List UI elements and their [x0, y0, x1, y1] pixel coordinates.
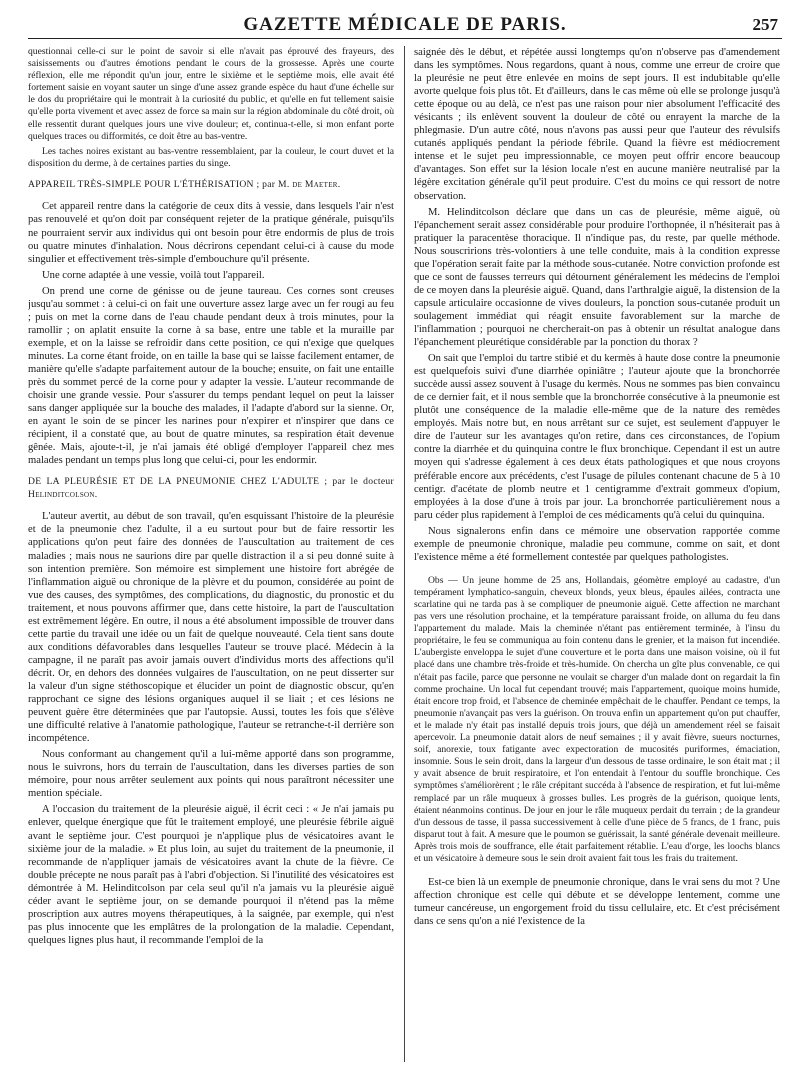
paragraph: L'auteur avertit, au début de son travail, qu'en esquissant l'histoire de la pleurésie et de la pneumonie chez l'adulte, il a eu surtout pour but de faire ressortir les applications qu'on peut faire des données de l'auscultation au traitement de ces maladies ; mais nous ne saurions dire par quelle distraction il a si peu donné suite à son intention première. Son mémoire est simplement une histoire fort abrégée de l'inflammation aiguë ou chronique de la plèvre et du poumon, considérée au point de vue des causes, des symptômes, des complications, du diagnostic, du pronostic et du traitement, et nous pouvons affirmer que, dans cette histoire, la part de l'auscultation est extrêmement légère. En outre, il nous a été absolument impossible de trouver dans cette partie du travail une idée ou un fait de quelque nouveauté. Cela tient sans doute aux conditions défavorables dans lesquelles l'auteur se trouve placé. Médecin à la campagne, il ne paraît pas avoir jamais ouvert d'individus morts des affections qu'il décrit. Or, en dehors des données vulgaires de l'auscultation, on ne peut disserter sur la valeur d'un signe stéthoscopique et élucider un point de diagnostic obscur, qu'en rapprochant ce signe des lésions organiques auquel il se liait ; et ces lésions ne peuvent guère être déterminées que par l'autopsie. Aussi, toutes les fois que s'élève une difficulté relative à l'anatomie pathologique, l'auteur se retranche-t-il derrière son incompétence.	[28, 511, 394, 745]
column-divider	[404, 46, 405, 1062]
right-column	[414, 46, 780, 1062]
section-heading-pleuresie	[28, 476, 394, 501]
left-column	[28, 46, 394, 1062]
paragraph: On prend une corne de génisse ou de jeune taureau. Ces cornes sont creuses jusqu'au sommet : à celui-ci on fait une ouverture assez large avec un fer rougi au feu ; puis on met la corne dans de l'eau chaude pendant deux à trois minutes, pour la ramollir ; on aplatit ensuite la corne à sa base, entre une table et la muraille par exemple, et on la laisse se refroidir dans cette position, ce qui n'exige que quelques minutes. La corne étant froide, on en taille la base qui se laisse facilement entamer, de manière qu'elle s'adapte parfaitement autour de la bouche; ensuite, on fait une entaille près du sommet percé de la corne pour y adapter la vessie. L'auteur recommande de choisir une grande vessie. Pour s'assurer du temps pendant lequel on peut la laisser sans danger appliquée sur la bouche des malades, il l'adapte d'abord sur la sienne. Or, en ayant le soin de se pincer les narines pour n'expirer et n'inspirer que dans ce récipient, il a constaté que, au bout de quatre minutes, sa respiration était devenue gênée. Mais, ajoute-t-il, je n'ai jamais été obligé d'employer l'appareil chez mes malades pendant un temps plus long que celui-ci, pour les endormir.	[28, 285, 394, 467]
paragraph: Les taches noires existant au bas-ventre ressemblaient, par la couleur, le court duvet et la disposition du derme, à de certaines parties du singe.	[28, 145, 394, 169]
paragraph: questionnai celle-ci sur le point de savoir si elle n'avait pas éprouvé des frayeurs, des saisissements ou d'autres émotions pendant le cours de la grossesse. Après une courte réflexion, elle me répondit qu'un jour, entre le sixième et le septième mois, elle avait été fortement saisie en voyant sauter un singe d'une assez grande espèce du haut d'une échelle sur le dos du propriétaire qui le montrait à la curiosité du public, et qu'elle en fut tellement saisie qu'elle porta vivement et avec assez de force sa main sur la région abdominale du côté droit, où elle ressentit durant quelques jours une vive douleur; et, continua-t-elle, si mon enfant porte quelques traces ou difformités, ce doit être au bas-ventre.	[28, 46, 394, 142]
paragraph: On sait que l'emploi du tartre stibié et du kermès à haute dose contre la pneumonie est quelquefois suivi d'une diarrhée opiniâtre ; l'auteur ajoute que la bronchorrée succède aussi assez souvent à l'usage du kermès. Nous ne sommes pas bien convaincu de ce dernier fait, et il nous semble que la bronchorrée consécutive à la pneumonie est plutôt une conséquence de la maladie elle-même que de la nature des remèdes employés. Mais notre but, en nous arrêtant sur ce sujet, est seulement d'appuyer le dire de l'auteur sur les avantages qu'on retire, dans ces circonstances, de l'opium contre la diarrhée et du quinquina contre le flux bronchique. Cependant il est un autre moyen qui s'adresse également à ces deux états pathologiques et que nous croyons préférable encore aux précédents, c'est l'usage de pilules contenant chacune de 5 à 10 centigr. d'acétate de plomb neutre et 1 centigramme d'extrait gommeux d'opium, employées à la dose d'une à trois par jour. La bronchorrée particulièrement nous a paru céder plus rapidement à l'emploi de ces médicaments qu'à celui du quinquina.	[414, 353, 780, 521]
paragraph: Cet appareil rentre dans la catégorie de ceux dits à vessie, dans lesquels l'air n'est pas renouvelé et qu'on doit par conséquent rejeter de la pratique générale, puisqu'ils ne pourraient servir aux individus qui ont besoin pour être endormis de plus de trois ou quatre minutes d'inhalation. Nous décrirons cependant celui-ci à cause du mode singulier et effectivement très-simple d'embouchure qu'il présente.	[28, 201, 394, 265]
observation-paragraph: Obs — Un jeune homme de 25 ans, Hollandais, géomètre employé au cadastre, d'un tempérament lymphatico-sanguin, cheveux blonds, yeux bleus, épaules ailées, contracta une scarlatine qui ne tarda pas à se compliquer de pneumonie aiguë. Cette affection ne marchant pas vers une résolution prochaine, et la température paraissant froide, on alluma du feu dans l'appartement du malade. Mais la cheminée n'étant pas entièrement terminée, à l'insu du propriétaire, le feu se communiqua au foin contenu dans le grenier, et la maison fut incendiée. L'aubergiste enveloppa le sujet d'une couverture et le porta dans une maison voisine, où il fut placé dans une chambre très-froide et très-humide. On chercha un gîte plus convenable, ce qui n'était pas facile, parce que personne ne voulait se charger d'un malade dont on regardait la fin comme prochaine. Un local fut cependant trouvé; mais l'appartement, quoique moins humide, était encore trop froid, et l'absence de cheminée empêchait de le chauffer. Pendant ce temps, la pneumonie n'avançait pas vers la guérison. On trouva enfin un appartement qu'on put chauffer, et le malade n'y était pas installé depuis trois jours, que déjà un amendement réel se faisait apercevoir. La pneumonie datait alors de neuf semaines ; il y avait fièvre, sueurs nocturnes, soif, anorexie, toux fatigante avec expectoration de mucosités puriformes, émaciation, insomnie. Sous le sein droit, dans la largeur d'un dessous de tasse ordinaire, le son était mat ; il y avait absence de bruit respiratoire, et l'on entendait à l'entour du souffle bronchique. Ces symptômes s'améliorèrent ; le râle crépitant succéda à l'absence de respiration, et fut lui-même remplacé par un râle muqueux à grosses bulles. Les progrès de la guérison, quoique lents, étaient néanmoins continus. De jour en jour le râle muqueux perdait du terrain ; de la grandeur d'un dessous de tasse, il passa successivement à celle d'une pièce de 5 francs, de 1 franc, puis disparut tout à fait. A mesure que le poumon se guérissait, la santé générale devenait meilleure. Après trois mois de souffrance, elle était parfaitement rétablie. L'eau d'orge, les loochs blancs et un vésicatoire à demeure sous le sein droit avaient fait tous les frais du traitement.	[414, 574, 780, 864]
spacer	[414, 868, 780, 876]
heading-text: DE LA PLEURÉSIE ET DE LA PNEUMONIE CHEZ L'ADULTE ; par le docteur	[28, 476, 394, 488]
section-heading-etherisation	[28, 179, 394, 192]
heading-author: Helinditcolson.	[28, 488, 98, 500]
article-columns	[28, 46, 782, 1062]
paragraph: Est-ce bien là un exemple de pneumonie chronique, dans le vrai sens du mot ? Une affection chronique est celle qui débute et se développe lentement, comme une tumeur cancéreuse, un engorgement froid du tissu cellulaire, etc. Et c'est précisément dans ce sens qu'on a nié l'existence de la	[414, 877, 780, 928]
paragraph: Nous conformant au changement qu'il a lui-même apporté dans son programme, nous le suivrons, hors du terrain de l'auscultation, dans les diverses parties de son mémoire, pour nous arrêter seulement aux points qui nous paraîtront nécessiter une mention spéciale.	[28, 749, 394, 800]
paragraph: saignée dès le début, et répétée aussi longtemps qu'on n'observe pas d'amendement dans les symptômes. Nous regardons, quant à nous, comme une erreur de croire que la pleurésie ne peut être enlevée en moins de sept jours. Il est indubitable qu'elle avorte quelque fois plus tôt. Et d'ailleurs, dans le cas même où elle se prolonge jusqu'à cette époque ou au delà, ce n'est pas une raison pour nier absolument l'efficacité des vésicants ; ils enlèvent souvent la douleur de côté ou enrayent la marche de la phlegmasie. D'un autre côté, nous n'avons pas aussi peur que l'auteur des révulsifs cutanés appliqués pendant la période fébrile. Quand la fièvre est médiocrement intense et le sujet peu impressionnable, ce moyen peut offrir encore beaucoup d'avantages. Son effet sur la lésion locale n'est en aucune manière neutralisé par la légère excitation générale qu'il peut produire. C'est du moins ce qui ressort de notre observation.	[414, 47, 780, 202]
paragraph: M. Helinditcolson déclare que dans un cas de pleurésie, même aiguë, où l'épanchement serait assez considérable pour produire l'orthopnée, il n'hésiterait pas à pratiquer la paracentèse thoracique. Il n'indique pas, du reste, par quelle méthode. Nous souscririons très-volontiers à une telle conduite, mais à la condition expresse que l'opération serait faite par la méthode sous-cutanée. Notre conviction profonde est que ce sont de fausses terreurs qui détournent généralement les médecins de l'emploi de ce moyen dans la pleurésie aiguë. Quand, dans l'arthralgie aiguë, la distension de la capsule articulaire occasionne de vives douleurs, la ponction sous-cutanée produit un soulagement immédiat qui réagit ensuite favorablement sur la marche de l'inflammation ; pourquoi ne chercherait-on pas à obtenir un résultat analogue dans l'épanchement pleurétique considérable par la ponction du thorax ?	[414, 206, 780, 349]
spacer	[414, 567, 780, 575]
page-number: 257	[752, 15, 778, 34]
paragraph: A l'occasion du traitement de la pleurésie aiguë, il écrit ceci : « Je n'ai jamais pu enlever, quelque énergique que fût le traitement employé, une pleurésie fébrile aiguë avant le septième jour. C'est pourquoi je n'applique plus de vésicatoires avant le sixième jour de la maladie. » Et plus loin, au sujet du traitement de la pneumonie, il recommande de n'appliquer jamais de vésicatoires avant la chute de la fièvre. Ce double précepte ne nous paraît pas à l'abri d'objection. Si l'inutilité des vésicatoires est démontrée à M. Helinditcolson par cela seul qu'il n'a jamais vu la pleurésie aiguë céder avant le septième jour, on se demande pourquoi il n'étend pas la même proscription aux autres moyens thérapeutiques, à la saignée, par exemple, qui n'est pas plus innocente que les emplâtres de la prolongation de la maladie. Cependant, quelques lignes plus haut, il recommande l'emploi de la	[28, 804, 394, 946]
newspaper-page	[28, 12, 782, 1062]
paragraph: Une corne adaptée à une vessie, voilà tout l'appareil.	[42, 269, 265, 281]
paragraph: Nous signalerons enfin dans ce mémoire une observation rapportée comme exemple de pneumonie chronique, maladie peu commune, comme on sait, et dont l'existence même a été formellement contestée par quelques pathologistes.	[414, 525, 780, 563]
heading-text: APPAREIL TRÈS-SIMPLE POUR L'ÉTHÉRISATION ; par M.	[28, 178, 293, 190]
heading-author: de Maeter.	[292, 178, 341, 190]
journal-title: GAZETTE MÉDICALE DE PARIS.	[243, 14, 567, 35]
masthead	[28, 12, 782, 39]
